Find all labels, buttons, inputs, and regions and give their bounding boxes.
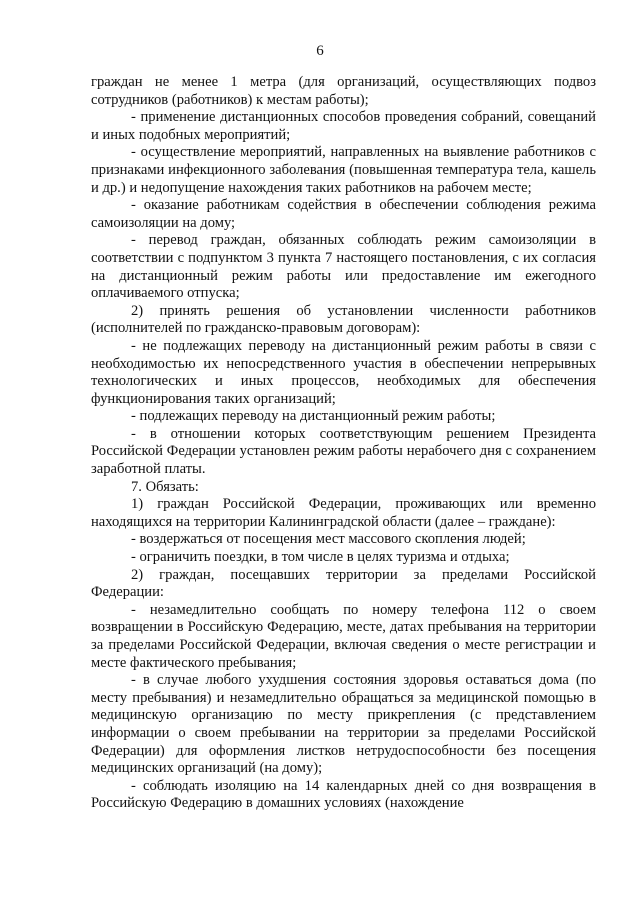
paragraph: - соблюдать изоляцию на 14 календарных дней со дня возвращения в Российскую Федерацию в домашних условиях (нахождение [91,777,596,812]
page-number: 6 [316,43,324,59]
paragraph: - применение дистанционных способов проведения собраний, совещаний и иных подобных мероприятий; [91,109,596,143]
paragraph: - осуществление мероприятий, направленных на выявление работников с признаками инфекционного заболевания (повышенная температура тела, кашель и др.) и недопущение нахождения таких работников на рабочем месте; [91,144,596,196]
paragraph: - в отношении которых соответствующим решением Президента Российской Федерации установлен режим работы нерабочего дня с сохранением заработной платы. [91,425,596,478]
paragraph: - оказание работникам содействия в обеспечении соблюдения режима самоизоляции на дому; [91,197,596,231]
paragraph: - ограничить поездки, в том числе в целях туризма и отдыха; [131,549,510,566]
paragraph: - в случае любого ухудшения состояния здоровья оставаться дома (по месту пребывания) и незамедлительно обращаться за медицинской помощью в медицинскую организацию по месту прикрепления (с представлением информации о своем пребывании на территории за пределами Российской Федерации) для оформления листков нетрудоспособности без посещения медицинских организаций (на дому); [91,672,596,777]
paragraph: - не подлежащих переводу на дистанционный режим работы в связи с необходимостью их непосредственного участия в обеспечении непрерывных технологических и иных процессов, необходимых для обеспечения функционирования таких организаций; [91,337,596,407]
paragraph: - воздержаться от посещения мест массового скопления людей; [131,531,526,548]
paragraph: 2) граждан, посещавших территории за пределами Российской Федерации: [91,566,596,601]
paragraph: граждан не менее 1 метра (для организаций, осуществляющих подвоз сотрудников (работников) к местам работы); [91,74,596,108]
document-body [91,74,596,813]
paragraph: 1) граждан Российской Федерации, проживающих или временно находящихся на территории Калининградской области (далее – граждане): [91,496,596,530]
paragraph: 7. Обязать: [131,478,199,495]
paragraph: 2) принять решения об установлении численности работников (исполнителей по гражданско-правовым договорам): [91,302,596,337]
paragraph: - подлежащих переводу на дистанционный режим работы; [131,408,496,425]
paragraph: - перевод граждан, обязанных соблюдать режим самоизоляции в соответствии с подпунктом 3 пункта 7 настоящего постановления, с их согласия на дистанционный режим работы или предоставление им ежегодного оплачиваемого отпуска; [91,232,596,302]
paragraph: - незамедлительно сообщать по номеру телефона 112 о своем возвращении в Российскую Федерацию, месте, датах пребывания на территории за пределами Российской Федерации, включая сведения о месте регистрации и месте фактического пребывания; [91,601,596,671]
